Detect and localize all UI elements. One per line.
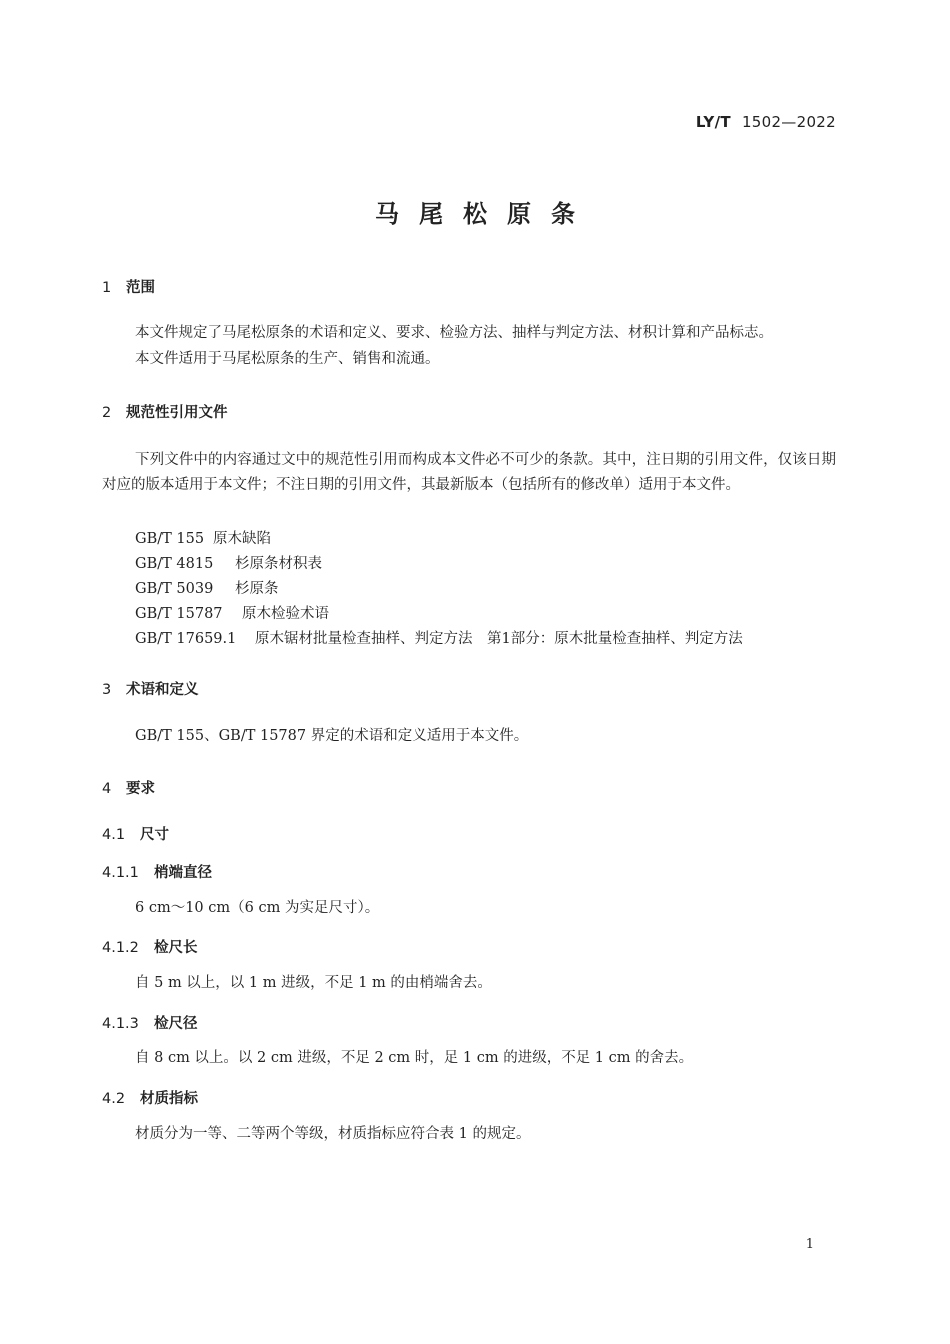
section-4-1-1-heading: 4.1.1 梢端直径: [102, 865, 212, 881]
section-4-heading: 4 要求: [102, 781, 155, 797]
document-title: 马尾松原条: [375, 200, 595, 228]
section-4-1-3-heading: 4.1.3 检尺径: [102, 1016, 198, 1032]
reference-item: GB/T 155 原木缺陷: [135, 531, 271, 547]
quality-index-text: 材质分为一等、二等两个等级，材质指标应符合表 1 的规定。: [135, 1126, 531, 1142]
reference-item: GB/T 5039 杉原条: [135, 581, 279, 597]
section-2-heading: 2 规范性引用文件: [102, 405, 228, 421]
reference-item: GB/T 15787 原木检验术语: [135, 606, 329, 622]
terms-paragraph: GB/T 155、GB/T 15787 界定的术语和定义适用于本文件。: [135, 728, 529, 744]
section-3-heading: 3 术语和定义: [102, 682, 199, 698]
scope-paragraph-2: 本文件适用于马尾松原条的生产、销售和流通。: [135, 351, 440, 367]
references-intro: 下列文件中的内容通过文中的规范性引用而构成本文件必不可少的条款。其中，注日期的引用文件，仅该日期对应的版本适用于本文件；不注日期的引用文件，其最新版本（包括所有的修改单）适用于本文件。: [102, 452, 836, 493]
section-4-1-2-heading: 4.1.2 检尺长: [102, 940, 198, 956]
page-number: 1: [805, 1237, 814, 1252]
top-diameter-text: 6 cm～10 cm（6 cm 为实足尺寸）。: [135, 900, 380, 916]
standard-code: LY/T 1502—2022: [695, 113, 836, 131]
section-1-heading: 1 范围: [102, 280, 155, 296]
section-4-2-heading: 4.2 材质指标: [102, 1091, 198, 1107]
scaling-diameter-text: 自 8 cm 以上。以 2 cm 进级，不足 2 cm 时，足 1 cm 的进级，不足 1 cm 的舍去。: [135, 1050, 694, 1066]
reference-item: GB/T 17659.1 原木锯材批量检查抽样、判定方法 第1部分：原木批量检查抽样、判定方法: [135, 631, 743, 647]
scaling-length-text: 自 5 m 以上，以 1 m 进级，不足 1 m 的由梢端舍去。: [135, 975, 492, 991]
reference-item: GB/T 4815 杉原条材积表: [135, 556, 322, 572]
section-4-1-heading: 4.1 尺寸: [102, 827, 169, 843]
scope-paragraph-1: 本文件规定了马尾松原条的术语和定义、要求、检验方法、抽样与判定方法、材积计算和产品标志。: [135, 325, 773, 341]
